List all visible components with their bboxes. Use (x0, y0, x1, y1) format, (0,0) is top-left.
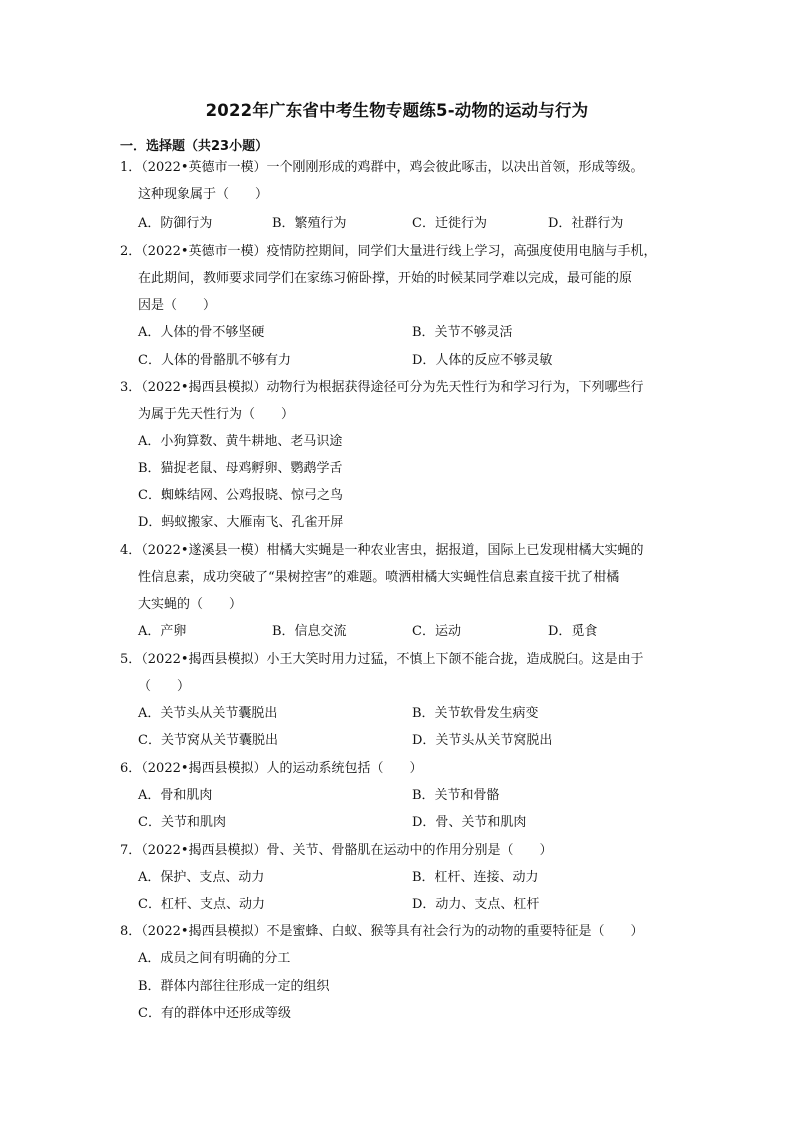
question-7-option-c: C．杠杆、支点、动力 (138, 897, 265, 912)
question-5-option-c: C．关节窝从关节囊脱出 (138, 733, 278, 748)
question-5-option-d: D．关节头从关节窝脱出 (412, 733, 553, 748)
question-3-line-2: 为属于先天性行为（ ） (138, 407, 295, 422)
question-8-option-b: B．群体内部往往形成一定的组织 (138, 979, 330, 994)
question-6-line-1: 6．（2022•揭西县模拟）人的运动系统包括（ ） (120, 761, 423, 776)
question-5-line-1: 5．（2022•揭西县模拟）小王大笑时用力过猛，不慎上下颌不能合拢，造成脱臼。这是由于 (120, 652, 644, 667)
question-3-line-1: 3．（2022•揭西县模拟）动物行为根据获得途径可分为先天性行为和学习行为，下列哪些行 (120, 380, 644, 395)
question-4-line-1: 4．（2022•遂溪县一模）柑橘大实蝇是一种农业害虫，据报道，国际上已发现柑橘大实蝇的 (120, 543, 644, 558)
question-4-line-2: 性信息素，成功突破了“果树控害”的难题。喷洒柑橘大实蝇性信息素直接干扰了柑橘 (138, 570, 620, 585)
question-2-option-a: A．人体的骨不够坚硬 (138, 325, 265, 340)
question-1-option-d: D．社群行为 (548, 216, 624, 231)
page-title: 2022年广东省中考生物专题练5-动物的运动与行为 (205, 101, 589, 120)
question-8-line-1: 8．（2022•揭西县模拟）不是蜜蜂、白蚁、猴等具有社会行为的动物的重要特征是（ ） (120, 924, 644, 939)
question-1-line-2: 这种现象属于（ ） (138, 187, 269, 202)
question-2-option-b: B．关节不够灵活 (412, 325, 513, 340)
question-3-option-c: C．蜘蛛结网、公鸡报晓、惊弓之鸟 (138, 488, 343, 503)
section-heading: 一．选择题（共23小题） (120, 139, 269, 154)
question-2-option-d: D．人体的反应不够灵敏 (412, 353, 553, 368)
question-3-option-a: A．小狗算数、黄牛耕地、老马识途 (138, 434, 343, 449)
question-6-option-d: D．骨、关节和肌肉 (412, 815, 527, 830)
question-8-option-a: A．成员之间有明确的分工 (138, 951, 291, 966)
question-1-option-a: A．防御行为 (138, 216, 213, 231)
question-7-option-b: B．杠杆、连接、动力 (412, 870, 539, 885)
question-3-option-d: D．蚂蚁搬家、大雁南飞、孔雀开屏 (138, 515, 344, 530)
question-5-option-b: B．关节软骨发生病变 (412, 706, 539, 721)
question-1-line-1: 1．（2022•英德市一模）一个刚刚形成的鸡群中，鸡会彼此啄击，以决出首领，形成等级。 (120, 160, 644, 175)
question-2-line-2: 在此期间，教师要求同学们在家练习俯卧撑，开始的时候某同学难以完成，最可能的原 (138, 271, 633, 286)
question-2-line-3: 因是（ ） (138, 298, 217, 313)
question-4-option-a: A．产卵 (138, 624, 187, 639)
question-5-option-a: A．关节头从关节囊脱出 (138, 706, 278, 721)
question-6-option-c: C．关节和肌肉 (138, 815, 226, 830)
question-5-line-2: （ ） (138, 679, 191, 694)
question-4-option-d: D．觅食 (548, 624, 598, 639)
question-7-option-d: D．动力、支点、杠杆 (412, 897, 540, 912)
question-7-line-1: 7．（2022•揭西县模拟）骨、关节、骨骼肌在运动中的作用分别是（ ） (120, 843, 553, 858)
question-6-option-a: A．骨和肌肉 (138, 788, 213, 803)
question-2-option-c: C．人体的骨骼肌不够有力 (138, 353, 291, 368)
question-3-option-b: B．猫捉老鼠、母鸡孵卵、鹦鹉学舌 (138, 461, 343, 476)
question-7-option-a: A．保护、支点、动力 (138, 870, 265, 885)
question-8-option-c: C．有的群体中还形成等级 (138, 1006, 291, 1021)
question-4-option-c: C．运动 (412, 624, 461, 639)
question-4-option-b: B．信息交流 (272, 624, 347, 639)
question-2-line-1: 2．（2022•英德市一模）疫情防控期间，同学们大量进行线上学习，高强度使用电脑与手机， (120, 244, 657, 259)
question-1-option-c: C．迁徙行为 (412, 216, 487, 231)
question-6-option-b: B．关节和骨骼 (412, 788, 500, 803)
question-1-option-b: B．繁殖行为 (272, 216, 347, 231)
question-4-line-3: 大实蝇的（ ） (138, 597, 243, 612)
